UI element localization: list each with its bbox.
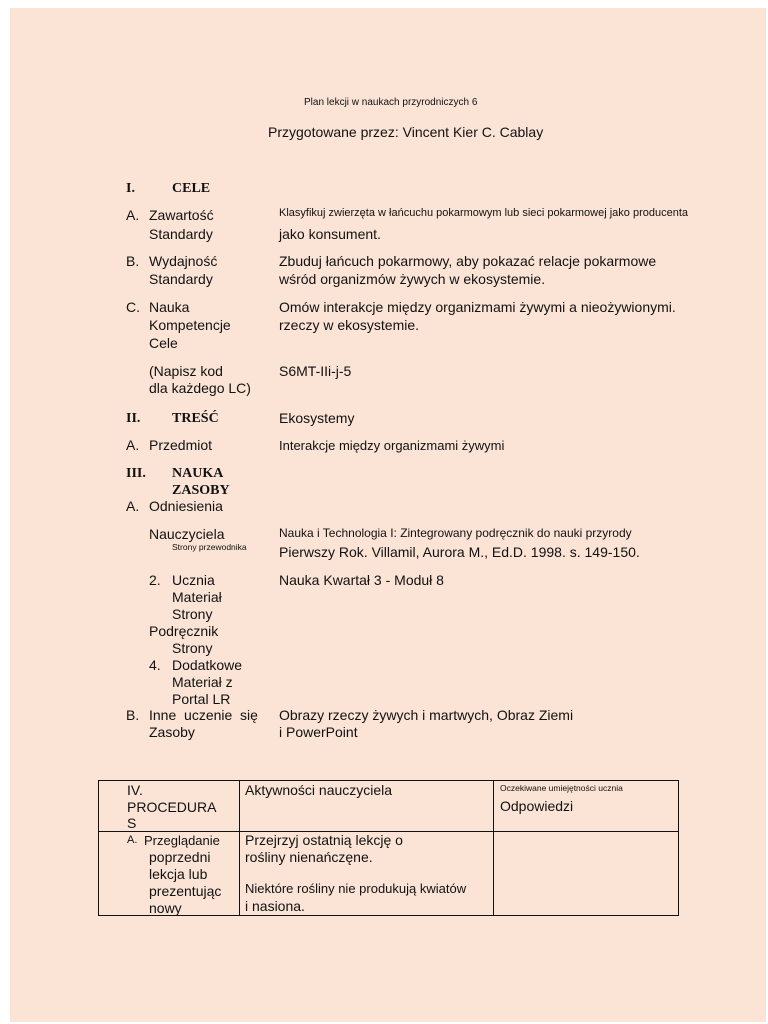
item-text: Zbuduj łańcuch pokarmowy, aby pokazać relacje pokarmowe <box>279 253 657 269</box>
item-label: Zasoby <box>149 724 195 740</box>
item-label: Podręcznik <box>149 623 219 639</box>
item-label: Inne uczenie się <box>149 707 258 723</box>
item-label: Przedmiot <box>149 437 213 453</box>
item-text: wśród organizmów żywych w ekosystemie. <box>279 271 546 287</box>
item-label: Wydajność <box>149 253 218 269</box>
item-label: Materiał <box>172 589 222 605</box>
section-number: I. <box>126 181 135 196</box>
table-border <box>98 780 99 916</box>
item-label: Materiał z <box>172 674 233 690</box>
item-letter: A. <box>126 498 140 514</box>
item-label: Cele <box>149 335 178 351</box>
table-cell: rośliny nienańczęne. <box>245 849 373 865</box>
item-label: Zawartość <box>149 207 214 223</box>
section-heading: TREŚĆ <box>172 411 219 426</box>
item-text: jako konsument. <box>279 226 381 242</box>
item-label: Portal LR <box>172 691 231 707</box>
table-cell: nowy <box>149 900 182 916</box>
table-cell: Niektóre rośliny nie produkują kwiatów <box>245 881 467 896</box>
table-border <box>98 780 679 781</box>
table-cell: prezentując <box>149 883 222 899</box>
table-cell: poprzedni <box>149 849 211 865</box>
item-letter: A. <box>126 207 140 223</box>
item-letter: B. <box>126 707 140 723</box>
table-cell: lekcja lub <box>149 866 208 882</box>
item-text: Omów interakcje między organizmami żywymi a nieożywionymi. <box>279 299 676 315</box>
item-label: Dodatkowe <box>172 657 243 673</box>
item-text: i PowerPoint <box>279 724 358 740</box>
table-cell: i nasiona. <box>245 898 305 914</box>
item-text: Obrazy rzeczy żywych i martwych, Obraz Ziemi <box>279 707 574 723</box>
item-label: Nauka <box>149 299 190 315</box>
section-number: III. <box>126 466 146 481</box>
item-label: (Napisz kod <box>149 363 223 379</box>
table-header-cell: Odpowiedzi <box>500 798 574 814</box>
item-letter: A. <box>126 437 140 453</box>
prepared-by: Przygotowane przez: Vincent Kier C. Cablay <box>268 124 544 140</box>
item-text: rzeczy w ekosystemie. <box>279 317 420 333</box>
table-border <box>493 780 494 916</box>
table-header-cell: IV. <box>127 782 143 798</box>
table-cell: A. <box>127 834 138 846</box>
item-text: Klasyfikuj zwierzęta w łańcuchu pokarmowym lub sieci pokarmowej jako producenta <box>279 207 689 219</box>
section-heading: ZASOBY <box>172 483 230 498</box>
item-label: Ucznia <box>172 572 215 588</box>
table-cell: Przejrzyj ostatnią lekcję o <box>245 832 403 848</box>
item-label: Standardy <box>149 271 213 287</box>
item-label: Strony <box>172 606 213 622</box>
table-border <box>239 780 240 916</box>
section-number: II. <box>126 411 141 426</box>
item-label: Nauczyciela <box>149 526 225 542</box>
item-number: 2. <box>149 572 161 588</box>
section-heading: CELE <box>172 181 211 196</box>
table-header-cell: Aktywności nauczyciela <box>245 782 393 798</box>
section-heading: NAUKA <box>172 466 224 481</box>
item-sublabel: Strony przewodnika <box>172 542 247 552</box>
item-label: Strony <box>172 640 213 656</box>
item-label: Kompetencje <box>149 317 231 333</box>
lc-code: S6MT-IIi-j-5 <box>279 363 352 379</box>
content-value: Ekosystemy <box>279 410 355 426</box>
table-header-cell: S <box>127 815 137 831</box>
item-number: 4. <box>149 657 161 673</box>
item-text: Interakcje między organizmami żywymi <box>279 438 505 453</box>
table-cell: Przeglądanie <box>144 833 220 848</box>
item-label: dla każdego LC) <box>149 380 251 396</box>
item-letter: C. <box>126 299 140 315</box>
table-header-sublabel: Oczekiwane umiejętności ucznia <box>500 783 623 793</box>
document-page <box>10 8 766 1022</box>
document-title: Plan lekcji w naukach przyrodniczych 6 <box>304 97 478 108</box>
item-label: Standardy <box>149 226 213 242</box>
table-border <box>678 780 679 916</box>
item-label: Odniesienia <box>149 498 223 514</box>
item-text: Pierwszy Rok. Villamil, Aurora M., Ed.D. 1998. s. 149-150. <box>279 544 640 560</box>
table-header-cell: PROCEDURA <box>127 799 217 815</box>
item-text: Nauka i Technologia I: Zintegrowany podręcznik do nauki przyrody <box>279 526 632 540</box>
table-border <box>98 915 679 916</box>
item-letter: B. <box>126 253 140 269</box>
item-text: Nauka Kwartał 3 - Moduł 8 <box>279 572 444 588</box>
